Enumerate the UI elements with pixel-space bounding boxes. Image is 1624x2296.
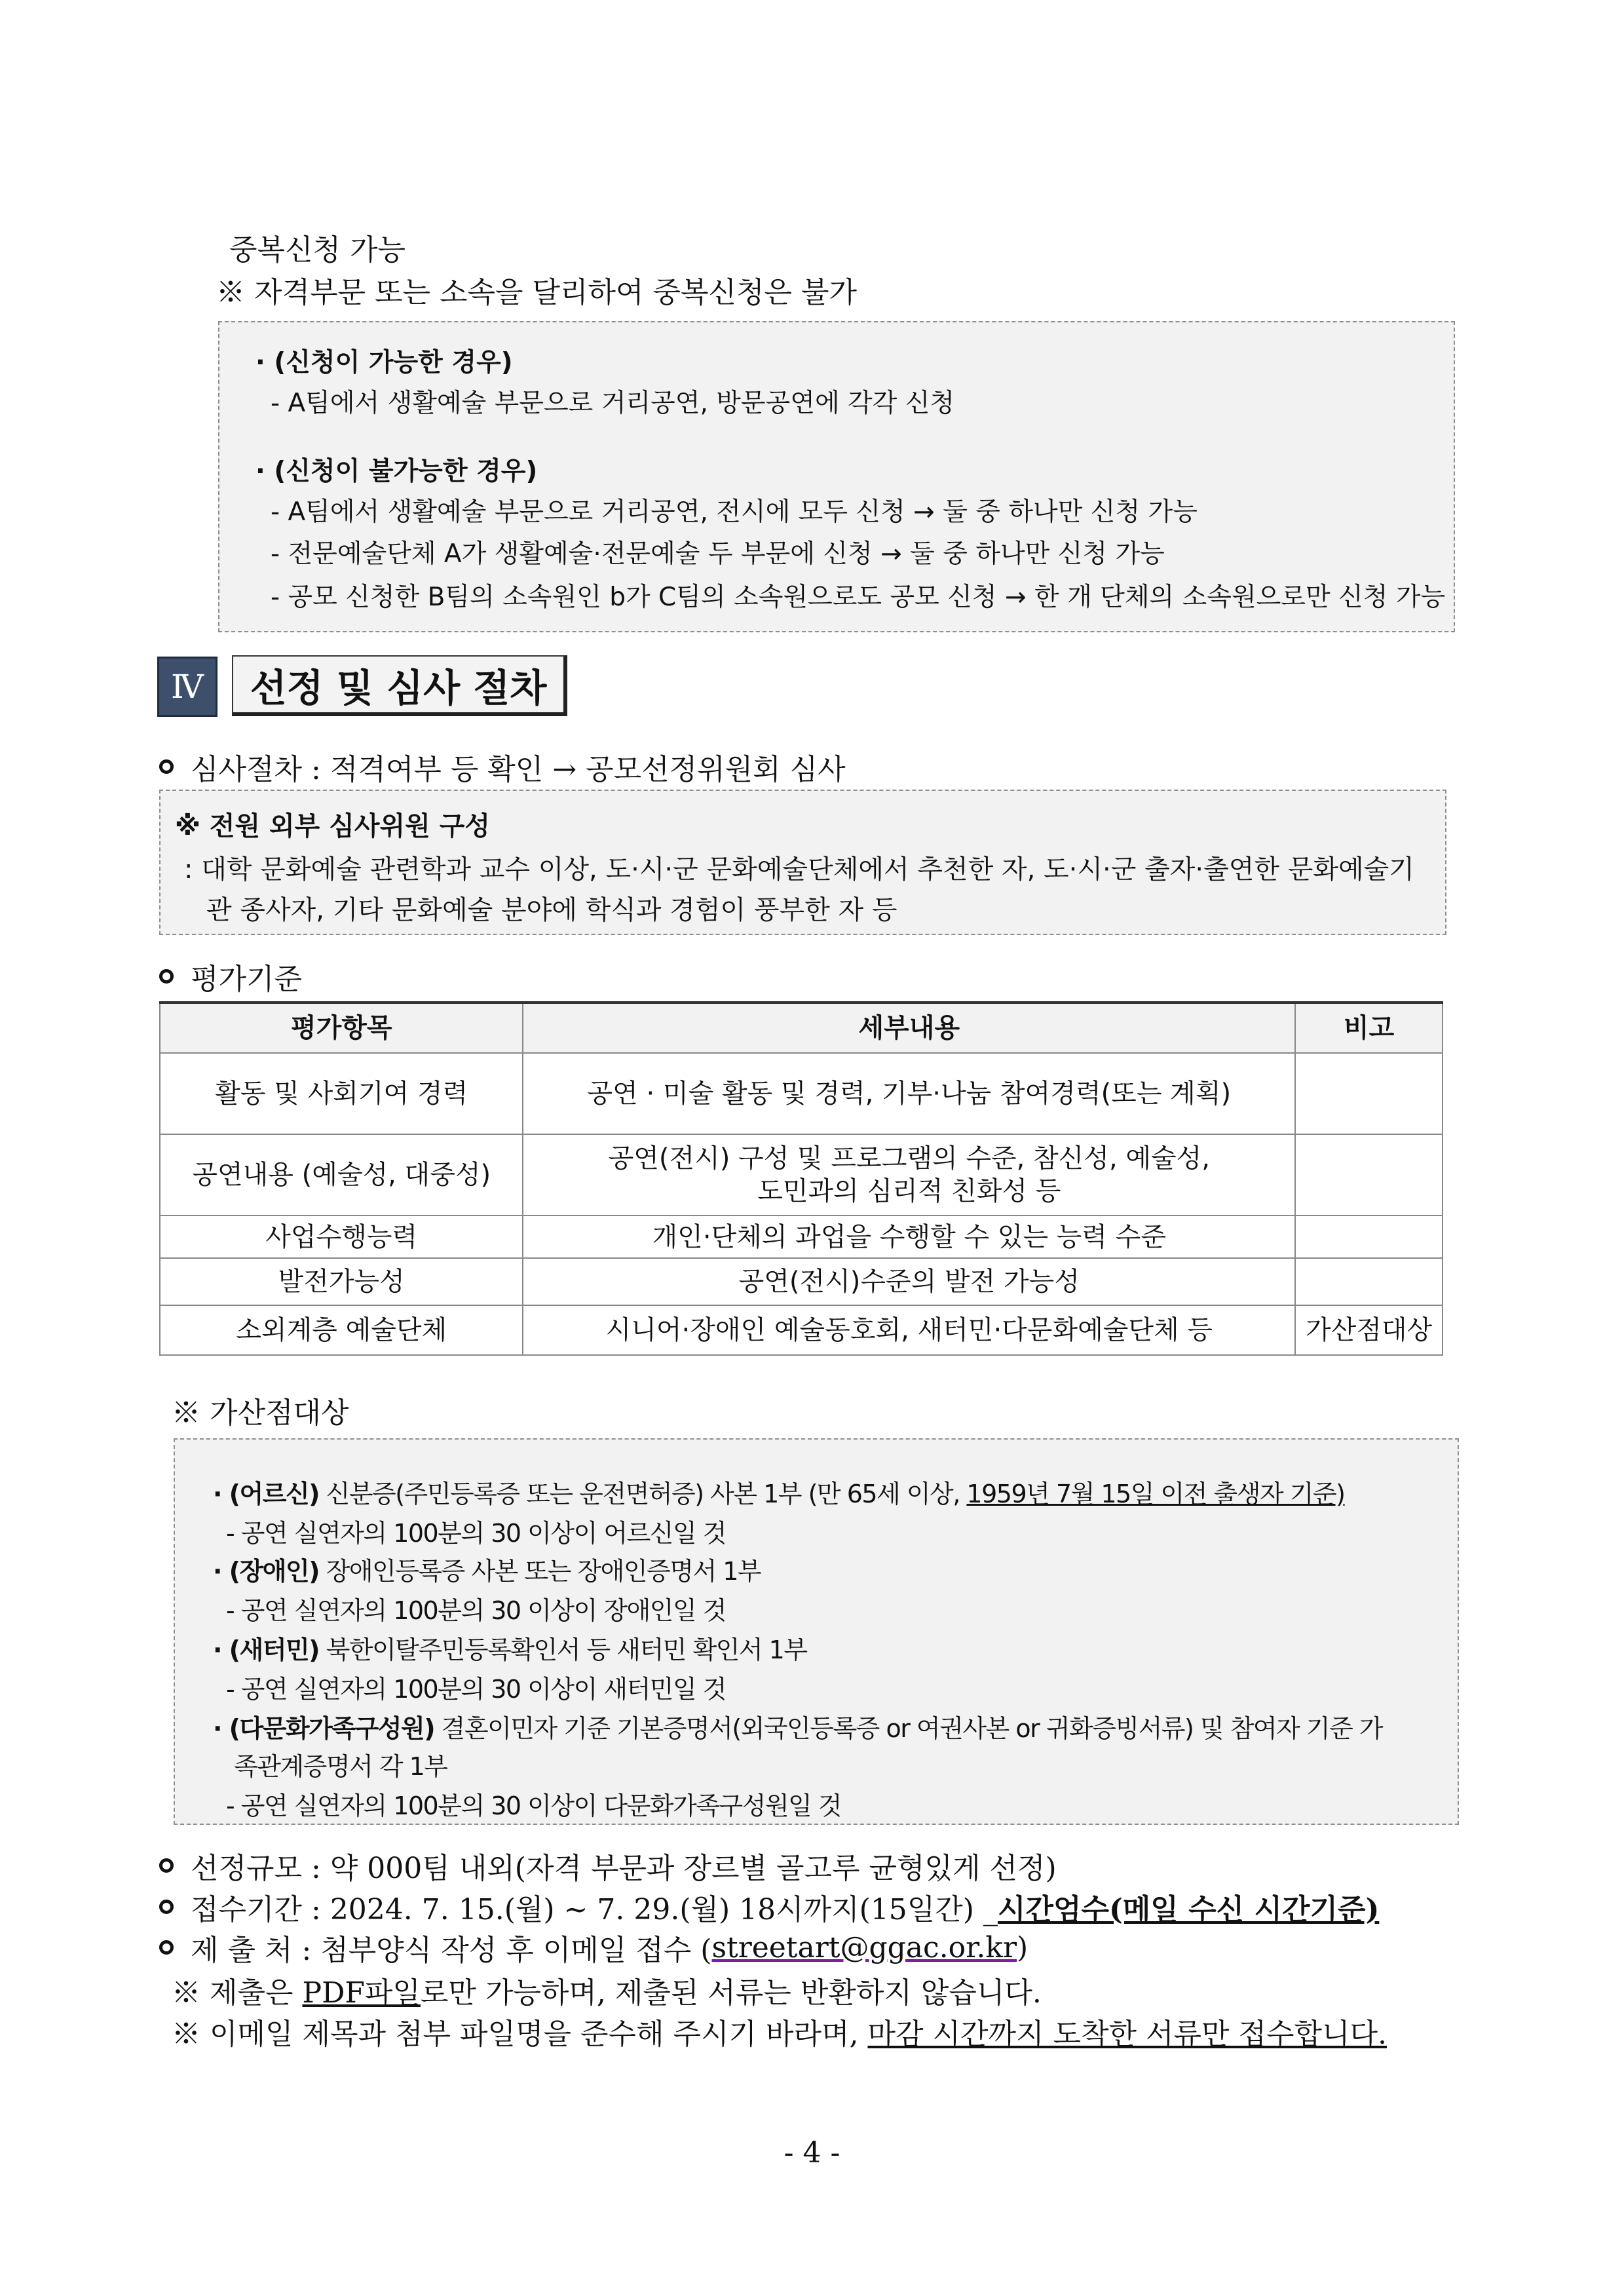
possible-heading: · (신청이 가능한 경우) — [255, 348, 513, 377]
bonus-head-disabled: · (장애인) — [213, 1557, 320, 1586]
deadline-strict-text: 시간엄수(메일 수신 시간기준) — [997, 1893, 1380, 1926]
note-pdf-line — [172, 1969, 1042, 2011]
cell-detail: 개인·단체의 과업을 수행할 수 있는 능력 수준 — [523, 1215, 1295, 1258]
bonus-head-elderly: · (어르신) — [213, 1480, 320, 1508]
submission-line — [159, 1926, 1028, 1968]
selection-scale-text: 선정규모 : 약 000팀 내외(자격 부문과 장르별 골고루 균형있게 선정) — [191, 1852, 1057, 1885]
reviewer-heading: ※ 전원 외부 심사위원 구성 — [175, 811, 490, 841]
cell-note — [1295, 1053, 1443, 1134]
note-email-line — [172, 2010, 1387, 2052]
bonus-text-defector: 북한이탈주민등록확인서 등 새터민 확인서 1부 — [319, 1636, 807, 1664]
bonus-text-disabled: 장애인등록증 사본 또는 장애인증명서 1부 — [319, 1557, 761, 1586]
impossible-heading: · (신청이 불가능한 경우) — [255, 457, 538, 486]
cell-detail-line-2: 도민과의 심리적 친화성 등 — [757, 1176, 1061, 1206]
cell-item: 활동 및 사회기여 경력 — [160, 1053, 523, 1134]
bullet-circle-icon — [159, 1858, 174, 1873]
impossible-item: - 전문예술단체 A가 생활예술·전문예술 두 부문에 신청 → 둘 중 하나만 신청 가능 — [271, 539, 1165, 569]
reviewer-box — [159, 790, 1446, 935]
procedure-line — [159, 746, 846, 788]
cell-note: 가산점대상 — [1295, 1305, 1443, 1355]
duplicate-application-box — [218, 321, 1455, 632]
table-header-row — [160, 1003, 1443, 1053]
bonus-line-disabled — [213, 1551, 761, 1587]
cell-detail: 공연 · 미술 활동 및 경력, 기부·나눔 참여경력(또는 계획) — [523, 1053, 1295, 1134]
cell-note — [1295, 1215, 1443, 1258]
application-period-text: 접수기간 : 2024. 7. 15.(월) ~ 7. 29.(월) 18시까지(15일간) _ — [191, 1893, 998, 1926]
reviewer-line-2: 관 종사자, 기타 문화예술 분야에 학식과 경험이 풍부한 자 등 — [206, 895, 897, 925]
table-row — [160, 1305, 1443, 1355]
bonus-cond-elderly: - 공연 실연자의 100분의 30 이상이 어르신일 것 — [226, 1519, 726, 1548]
bonus-text-multicultural: 결혼이민자 기준 기본증명서(외국인등록증 or 여권사본 or 귀화증빙서류) 및 참여자 기준 가 — [434, 1714, 1383, 1743]
cell-item: 소외계층 예술단체 — [160, 1305, 523, 1355]
cell-detail-line-1: 공연(전시) 구성 및 프로그램의 수준, 참신성, 예술성, — [608, 1143, 1211, 1174]
bonus-cond-multicultural: - 공연 실연자의 100분의 30 이상이 다문화가족구성원일 것 — [226, 1791, 842, 1820]
table-row — [160, 1258, 1443, 1305]
bonus-head-multicultural: · (다문화가족구성원) — [213, 1714, 435, 1743]
bonus-birth-criteria: 1959년 7월 15일 이전 출생자 기준) — [966, 1480, 1345, 1508]
evaluation-table — [159, 1001, 1443, 1356]
bonus-multicultural-cont: 족관계증명서 각 1부 — [234, 1752, 447, 1781]
cell-note — [1295, 1258, 1443, 1305]
possible-item: - A팀에서 생활예술 부문으로 거리공연, 방문공연에 각각 신청 — [271, 389, 955, 418]
impossible-item: - A팀에서 생활예술 부문으로 거리공연, 전시에 모두 신청 → 둘 중 하나만 신청 가능 — [271, 497, 1198, 527]
header-note: 비고 — [1295, 1003, 1443, 1053]
submission-email-link[interactable]: streetart@ggac.or.kr — [711, 1930, 1017, 1964]
bonus-box — [174, 1438, 1459, 1825]
table-row — [160, 1134, 1443, 1215]
header-detail: 세부내용 — [523, 1003, 1295, 1053]
criteria-label-text: 평가기준 — [191, 963, 303, 996]
submission-prefix: 제 출 처 : 첨부양식 작성 후 이메일 접수 ( — [191, 1934, 712, 1967]
note-email-prefix: ※ 이메일 제목과 첨부 파일명을 준수해 주시기 바라며, — [172, 2018, 868, 2051]
cell-detail: 공연(전시)수준의 발전 가능성 — [523, 1258, 1295, 1305]
bullet-circle-icon — [159, 969, 174, 984]
bonus-cond-disabled: - 공연 실연자의 100분의 30 이상이 장애인일 것 — [226, 1596, 726, 1625]
bonus-label: ※ 가산점대상 — [172, 1396, 349, 1430]
bonus-line-multicultural — [213, 1708, 1382, 1744]
note-email-deadline: 마감 시간까지 도착한 서류만 접수합니다. — [867, 2018, 1387, 2051]
criteria-label — [159, 955, 302, 997]
cell-note — [1295, 1134, 1443, 1215]
bonus-cond-defector: - 공연 실연자의 100분의 30 이상이 새터민일 것 — [226, 1675, 726, 1704]
table-row — [160, 1053, 1443, 1134]
bonus-line-defector — [213, 1630, 807, 1666]
bullet-circle-icon — [159, 759, 174, 774]
application-period-line — [159, 1886, 1379, 1928]
section-title: 선정 및 심사 절차 — [232, 655, 567, 716]
cell-item: 사업수행능력 — [160, 1215, 523, 1258]
bonus-head-defector: · (새터민) — [213, 1636, 320, 1664]
cell-detail: 시니어·장애인 예술동호회, 새터민·다문화예술단체 등 — [523, 1305, 1295, 1355]
intro-line-2: ※ 자격부문 또는 소속을 달리하여 중복신청은 불가 — [216, 276, 857, 309]
note-pdf-suffix: 로만 가능하며, 제출된 서류는 반환하지 않습니다. — [420, 1976, 1042, 2010]
section-number: Ⅳ — [157, 657, 217, 717]
intro-line-1: 중복신청 가능 — [229, 233, 406, 267]
procedure-text: 심사절차 : 적격여부 등 확인 → 공모선정위원회 심사 — [191, 753, 846, 786]
page-number: - 4 - — [784, 2136, 840, 2170]
bullet-circle-icon — [159, 1940, 174, 1955]
selection-scale-line — [159, 1845, 1057, 1886]
cell-item: 발전가능성 — [160, 1258, 523, 1305]
note-pdf-prefix: ※ 제출은 — [172, 1976, 303, 2010]
bonus-text-elderly: 신분증(주민등록증 또는 운전면허증) 사본 1부 (만 65세 이상, — [319, 1480, 967, 1508]
cell-item: 공연내용 (예술성, 대중성) — [160, 1134, 523, 1215]
cell-detail — [523, 1134, 1295, 1215]
bullet-circle-icon — [159, 1900, 174, 1914]
submission-suffix: ) — [1017, 1930, 1029, 1964]
impossible-item: - 공모 신청한 B팀의 소속원인 b가 C팀의 소속원으로도 공모 신청 → 한 개 단체의 소속원으로만 신청 가능 — [271, 583, 1446, 612]
table-row — [160, 1215, 1443, 1258]
note-pdf-file: PDF파일 — [302, 1976, 421, 2010]
header-item: 평가항목 — [160, 1003, 523, 1053]
bonus-line-elderly — [213, 1474, 1344, 1510]
reviewer-line-1: : 대학 문화예술 관련학과 교수 이상, 도·시·군 문화예술단체에서 추천한 자, 도·시·군 출자·출연한 문화예술기 — [184, 854, 1414, 885]
